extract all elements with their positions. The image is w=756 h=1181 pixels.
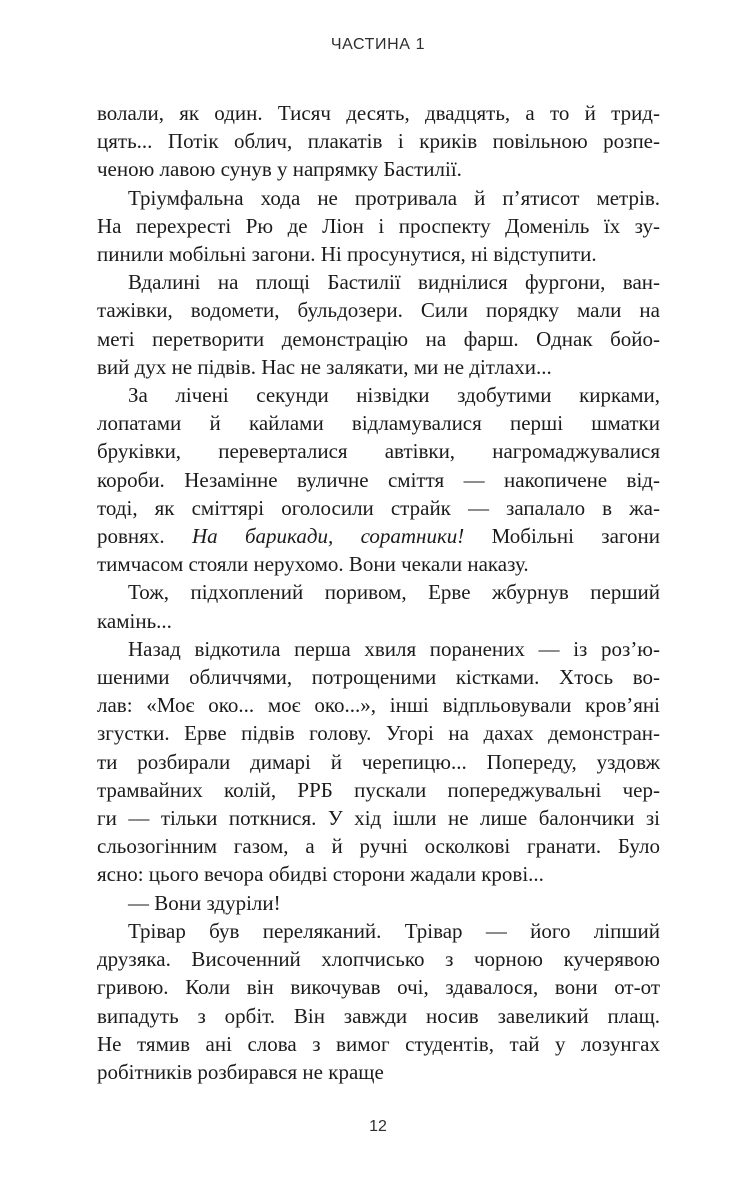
- text-segment: тимчасом стояли нерухомо. Вони чекали наказу.: [97, 552, 529, 577]
- text-segment: сльозогінним газом, а й ручні осколкові гранати. Було: [97, 834, 660, 859]
- page-number: 12: [369, 1118, 387, 1135]
- text-segment: тажівки, водомети, бульдозери. Сили порядку мали на: [97, 298, 660, 323]
- text-line: [97, 691, 660, 719]
- text-line: [97, 184, 660, 212]
- text-line: [97, 325, 660, 353]
- text-line: [97, 832, 660, 860]
- text-line: [97, 155, 660, 183]
- paragraph: [97, 635, 660, 889]
- text-line: [97, 578, 660, 606]
- chapter-header: ЧАСТИНА 1: [330, 36, 426, 53]
- text-line: [97, 889, 660, 917]
- text-segment: меті перетворити демонстрацію на фарш. Однак бойо-: [97, 326, 660, 351]
- text-segment: На перехресті Рю де Ліон і проспекту Доменіль їх зу-: [97, 213, 660, 238]
- text-line: [97, 296, 660, 324]
- text-line: [97, 607, 660, 635]
- text-line: [97, 663, 660, 691]
- text-segment: волали, як один. Тисяч десять, двадцять, а то й трид-: [97, 101, 660, 125]
- text-segment: бруківки, переверталися автівки, нагромаджувалися: [97, 439, 660, 464]
- text-line: [97, 917, 660, 945]
- text-segment: лопатами й кайлами відламувалися перші шматки: [97, 411, 660, 436]
- text-segment: За лічені секунди нізвідки здобутими кирками,: [128, 383, 660, 408]
- text-segment: Назад відкотила перша хвиля поранених — із роз’ю-: [128, 636, 660, 661]
- text-segment: Не тямив ані слова з вимог студентів, тай у лозунгах: [97, 1031, 660, 1056]
- body-text: [97, 99, 660, 1086]
- text-line: [97, 437, 660, 465]
- text-segment: Тож, підхоплений поривом, Ерве жбурнув перший: [128, 580, 660, 605]
- text-line: [97, 1058, 660, 1086]
- text-line: [97, 240, 660, 268]
- text-segment: Тріумфальна хода не протривала й п’ятисот метрів.: [128, 185, 660, 210]
- paragraph: [97, 381, 660, 578]
- text-segment: друзяка. Височенний хлопчисько з чорною кучерявою: [97, 947, 660, 972]
- text-segment: Вдалині на площі Бастилії виднілися фургони, ван-: [128, 270, 660, 295]
- text-line: [97, 99, 660, 127]
- text-line: [97, 804, 660, 832]
- text-segment: випадуть з орбіт. Він завжди носив завеликий плащ.: [97, 1003, 660, 1028]
- text-segment: цять... Потік облич, плакатів і криків повільною розпе-: [97, 129, 660, 154]
- text-segment: трамвайних колій, РРБ пускали попереджувальні чер-: [97, 777, 660, 802]
- text-line: [97, 1030, 660, 1058]
- text-line: [97, 860, 660, 888]
- text-segment: пинили мобільні загони. Ні просунутися, ні відступити.: [97, 242, 597, 267]
- text-line: [97, 127, 660, 155]
- text-line: [97, 381, 660, 409]
- text-segment: ти розбирали димарі й черепицю... Попереду, уздовж: [97, 749, 660, 774]
- paragraph: [97, 268, 660, 381]
- text-line: [97, 1002, 660, 1030]
- text-line: [97, 212, 660, 240]
- text-line: [97, 748, 660, 776]
- text-segment: ченою лавою сунув у напрямку Бастилії.: [97, 157, 462, 182]
- italic-text: На барикади, соратники!: [191, 524, 465, 549]
- text-line: [97, 522, 660, 550]
- text-segment: короби. Незамінне вуличне сміття — накопичене від-: [97, 467, 660, 492]
- text-segment: згустки. Ерве підвів голову. Угорі на дахах демонстран-: [97, 721, 660, 746]
- text-segment: ровнях.: [97, 524, 192, 549]
- paragraph: [97, 184, 660, 269]
- text-segment: тоді, як сміттярі оголосили страйк — запалало в жа-: [97, 495, 660, 520]
- text-segment: Мобільні загони: [464, 524, 660, 549]
- text-segment: ги — тільки поткнися. У хід ішли не лише балончики зі: [97, 806, 660, 831]
- paragraph: [97, 578, 660, 634]
- text-segment: Трівар був переляканий. Трівар — його ліпший: [128, 918, 660, 943]
- text-segment: ясно: цього вечора обидві сторони жадали крові...: [97, 862, 544, 887]
- text-line: [97, 409, 660, 437]
- text-line: [97, 353, 660, 381]
- text-segment: — Вони здуріли!: [128, 890, 281, 915]
- paragraph: [97, 917, 660, 1086]
- paragraph: [97, 889, 660, 917]
- text-segment: вий дух не підвів. Нас не залякати, ми не дітлахи...: [97, 354, 552, 379]
- text-segment: гривою. Коли він викочував очі, здавалося, вони от-от: [97, 975, 660, 1000]
- text-line: [97, 635, 660, 663]
- text-line: [97, 494, 660, 522]
- text-line: [97, 973, 660, 1001]
- text-line: [97, 550, 660, 578]
- text-line: [97, 945, 660, 973]
- text-line: [97, 466, 660, 494]
- text-segment: робітників розбирався не краще: [97, 1059, 384, 1084]
- text-segment: камінь...: [97, 608, 172, 633]
- paragraph: [97, 99, 660, 184]
- text-line: [97, 776, 660, 804]
- text-segment: лав: «Моє око... моє око...», інші відпльовували кров’яні: [97, 693, 660, 718]
- text-line: [97, 719, 660, 747]
- text-segment: шеними обличчями, потрощеними кістками. Хтось во-: [97, 665, 660, 690]
- text-line: [97, 268, 660, 296]
